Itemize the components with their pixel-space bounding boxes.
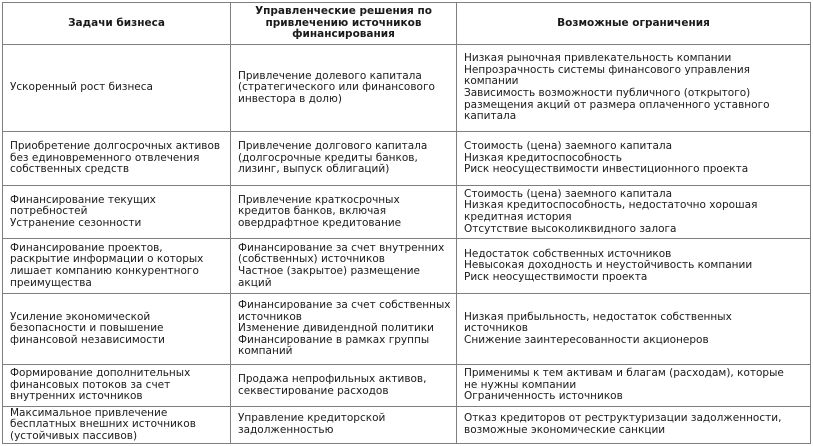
table-row [3,294,811,365]
cell-text-line: финансовой независимости [10,333,165,346]
cell-text-line: Зависимость возможности публичного (открытого) [464,87,751,99]
table-row [3,365,811,407]
cell-text-line: финансирования [292,28,395,41]
cell-business-task [3,294,231,365]
table-row [3,239,811,294]
cell-constraint [457,365,811,407]
table-row [3,45,811,132]
cell-management-decision [231,407,457,444]
cell-constraint [457,186,811,239]
cell-text-line: акций [238,276,272,289]
cell-text-line: Применимы к тем активам и благам (расходам), которые [464,367,784,380]
cell-management-decision [231,186,457,239]
cell-text-line: лизинг, выпуск облигаций) [238,163,390,176]
cell-management-decision [231,365,457,407]
cell-constraint [457,132,811,186]
cell-text-line: Финансирование текущих [10,193,156,206]
cell-text-line: Привлечение долгового капитала [238,140,428,153]
cell-text-line: размещения акций от размера оплаченного уставного [464,98,770,111]
table-row [3,132,811,186]
header-management-decisions [231,3,457,45]
cell-text-line: не нужны компании [464,378,577,391]
cell-text-line: преимущества [10,276,92,289]
cell-text-line: Приобретение долгосрочных активов [10,140,221,153]
cell-text-line: Низкая рыночная привлекательность компании [464,52,732,65]
cell-text-line: Низкая кредитоспособность, недостаточно хорошая [464,199,758,212]
cell-text-line: кредитов банков, включая [238,205,387,218]
cell-text-line: Недостаток собственных источников [464,247,672,260]
cell-text-line: внутренних источников [10,390,143,403]
cell-text-line: овердрафтное кредитование [238,216,402,229]
cell-text-line: источников [238,310,302,323]
cell-text-line: возможные экономические санкции [464,424,666,436]
cell-text-line: Формирование дополнительных [10,367,191,380]
cell-text-line: Стоимость (цена) заемного капитала [464,187,673,200]
cell-text-line: лишает компанию конкурентного [10,265,199,277]
cell-management-decision [231,132,457,186]
table-header-row [3,3,811,45]
cell-text-line: Низкая прибыльность, недостаток собственных [464,310,732,323]
header-business-tasks [3,3,231,45]
cell-text-line: источников [464,322,528,335]
cell-text-line: без единовременного отвлечения [10,151,200,164]
cell-text-line: Ограниченность источников [464,390,623,403]
cell-text-line: (собственных) источников [238,253,385,266]
cell-constraint [457,294,811,365]
cell-text-line: Отсутствие высоколиквидного залога [464,222,677,235]
cell-text-line: задолженностью [238,424,334,436]
cell-text-line: привлечению источников [265,16,422,29]
cell-text-line: Финансирование за счет внутренних [238,241,445,254]
cell-business-task [3,239,231,294]
cell-business-task [3,186,231,239]
cell-constraint [457,407,811,444]
cell-text-line: Частное (закрытое) размещение [238,265,421,277]
cell-text-line: Максимальное привлечение [10,406,168,419]
cell-text-line: Снижение заинтересованности акционеров [464,333,709,346]
cell-constraint [457,45,811,132]
cell-text-line: Стоимость (цена) заемного капитала [464,140,673,153]
cell-text-line: компаний [238,345,293,358]
cell-text-line: Непрозрачность системы финансового управления [464,63,750,76]
cell-text-line: Низкая кредитоспособность [464,151,622,164]
cell-text-line: Задачи бизнеса [68,16,165,29]
cell-text-line: раскрытие информации о которых [10,253,204,266]
cell-text-line: Продажа непрофильных активов, [238,372,427,385]
cell-text-line: капитала [464,110,517,123]
cell-constraint [457,239,811,294]
cell-text-line: Привлечение долевого капитала [238,69,422,82]
cell-text-line: бесплатных внешних источников [10,418,196,431]
cell-text-line: потребностей [10,205,88,218]
cell-text-line: Финансирование за счет собственных [238,299,451,312]
cell-text-line: Риск неосуществимости проекта [464,270,648,283]
cell-business-task [3,407,231,444]
table-row [3,407,811,444]
cell-management-decision [231,239,457,294]
cell-text-line: Финансирование в рамках группы [238,333,430,346]
cell-text-line: (устойчивых пассивов) [10,429,138,442]
cell-text-line: секвестирование расходов [238,384,389,397]
cell-text-line: Привлечение краткосрочных [238,193,400,206]
cell-text-line: (стратегического или финансового [238,81,435,94]
cell-management-decision [231,45,457,132]
cell-text-line: инвестора в долю) [238,92,342,105]
header-possible-constraints [457,3,811,45]
cell-text-line: Усиление экономической [10,310,151,323]
cell-text-line: финансовых потоков за счет [10,378,171,391]
cell-text-line: собственных средств [10,163,130,176]
cell-management-decision [231,294,457,365]
cell-text-line: безопасности и повышение [10,322,164,335]
cell-text-line: Устранение сезонности [10,216,142,229]
business-financing-table [2,2,811,444]
cell-business-task [3,45,231,132]
table-row [3,186,811,239]
cell-text-line: Управленческие решения по [255,5,432,18]
cell-text-line: кредитная история [464,211,572,223]
cell-business-task [3,365,231,407]
cell-text-line: Финансирование проектов, [10,241,163,254]
cell-business-task [3,132,231,186]
cell-text-line: Ускоренный рост бизнеса [10,81,153,94]
cell-text-line: компании [464,75,519,88]
cell-text-line: Изменение дивидендной политики [238,322,434,335]
cell-text-line: Управление кредиторской [238,412,386,425]
cell-text-line: (долгосрочные кредиты банков, [238,151,418,164]
cell-text-line: Возможные ограничения [557,16,710,29]
cell-text-line: Отказ кредиторов от реструктуризации задолженности, [464,412,782,425]
cell-text-line: Невысокая доходность и неустойчивость компании [464,259,753,272]
cell-text-line: Риск неосуществимости инвестиционного проекта [464,163,749,176]
